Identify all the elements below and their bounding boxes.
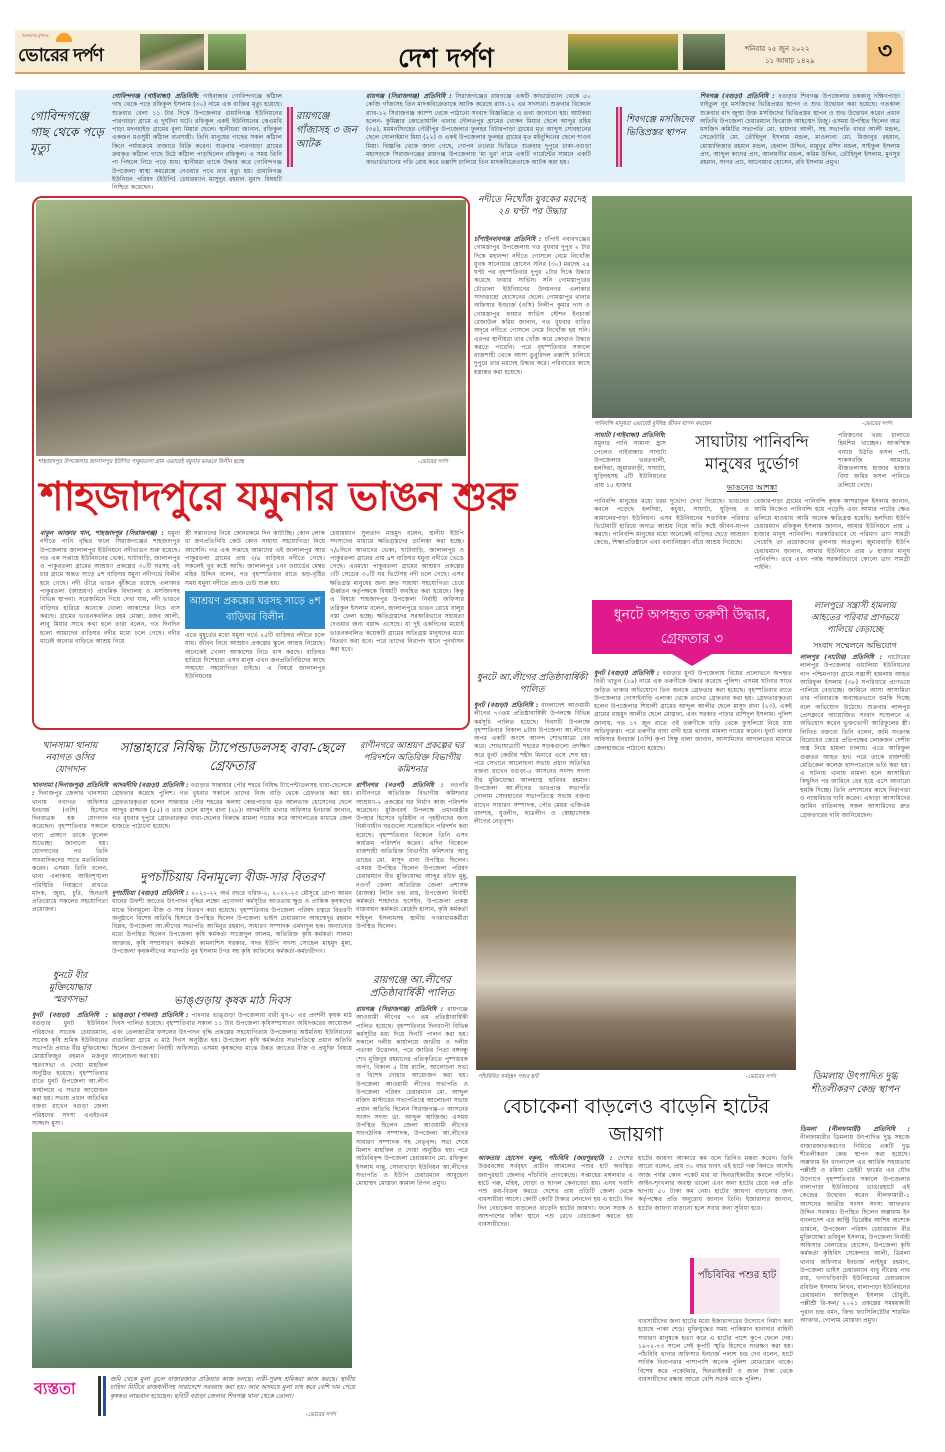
article-body: ২০২১-২২ অর্থ বছরে খরিফ-২, ২০২২-২৩ মৌসুমে রোপা আমন ধানের উফশী জাতের উৎপাদন বৃদ্ধির লক্ষ্যে প্রণোদনা কর্মসূচির আওতায় ক্ষুদ্র ও প্রান্তিক কৃষকদের মাঝে বিনামূল্যে বীজ ও সার বিতরণ করা হয়েছে। বৃহস্পতিবার উপজেলা পরিষদ চত্বরে বিতরণী অনুষ্ঠানে বিশেষ অতিথি হিসাবে উপস্থিত ছিলেন উপজেলা ভাইস চেয়ারম্যান আহম্মেদুর রহমান বিপ্লব, উপজেলা আ.লীগের সভাপতি আমিনুর রহমান, সাধারণ সম্পাদক এমদাদুল হক। অন্যান্যের মধ্যে উপস্থিত ছিলেন উপজেলা কৃষি কর্মকর্তা সাজেদুল আলম, অতিরিক্ত কৃষি কর্মকর্তা সালমা আক্তার, কৃষি সম্প্রসারণ কর্মকর্তা কামনাশিস সরকার, সদর ইউপি সদস্য সোহেল মাহমুদ মুন্না, উপজেলা কৃষকলীগের সভাপতি নুর ইসলাম টগর সহ কৃষি অফিসের কর্মকর্তা-কর্মচারীগণ। (112, 890, 352, 956)
lead-inset-headline: আশ্রয়ণ প্রকল্পের ঘরসহ সাড়ে ৪শ বাড়িঘর বিলীন (185, 591, 325, 629)
cattle-inset: পাঁচবিবির পশুর হাট (690, 1258, 780, 1314)
article-lead: সাঘাটা (গাইবান্ধা) প্রতিনিধি: (594, 432, 666, 439)
article-body: যমুনা নদীতে পানি বৃদ্ধির ফলে সিরাজগঞ্জের শাহজাদপুর উপজেলার জালালপুর ইউনিয়নে নদীভাঙন শুরু হয়েছে। গত এক সপ্তাহে ইউনিয়নের ভেকা, ঘাটাবাড়ি, জালালপুর ও পাকুরতলা গ্রামের আশ্রয়ণ প্রকল্পের ৩০টি ঘরসহ এই চার গ্রামে অন্তত সাড়ে ৪শ বাড়িঘর যমুনা নদীগর্ভে বিলীন হয়ে গেছে। নদী তীরে ভাঙন ঝুঁকিতে রয়েছে এলাকার পাকুরতলা (আশ্রয়ণ) প্রাথমিক বিদ্যালয় ও মসজিদসহ বিভিন্ন স্থাপনা। সরেজমিনে গিয়ে দেখা যায়, নদী ভাঙনে বাড়িঘর হারিয়ে অনেকে খোলা আকাশের নিচে বাস করছে। গ্রামের ভাঙনকবলিত রহম মোল্লা, রজব আলী, লাবু মিয়ার সাথে কথা হলে তারা বলেন, গত দিনদিন হলো আমাদের বাড়িঘর নদীর মধ্যে চলে গেছে। নদীর ধারেই অন্যের বাড়িতে আশ্রয় নিয়ে (40, 530, 181, 645)
busy-photo-caption: জমি থেকে মুলা তুলে বাজারজাত প্রক্রিয়ার কাজ চলছে। নারী-পুরুষ শ্রমিকরা কাজ করছে। স্থানীয় চাহিদা মিটিয়ে রাজধানীসহ সারাদেশে সরবরাহ করা হয়। আর অসময়ে মুলা চাষ করে বেশি দাম পেয়ে কৃষকও লাভবান হয়েছেন। ছবিটি বগুড়া জেলার শিবগঞ্জ থানা থেকে তোলা। (110, 1376, 355, 1400)
cattle-headline: বেচাকেনা বাড়লেও বাড়েনি হাটের জায়গা (502, 1094, 770, 1146)
article-dimla (800, 1126, 910, 1446)
article-santahar (112, 782, 352, 866)
flood-headline: সাঘাটায় পানিবন্দি মানুষের দুর্ভোগ (695, 432, 809, 473)
divider-bar (616, 107, 622, 167)
article-body: রায়গঞ্জে আওয়ামী লীগের ৭৩ তম প্রতিষ্ঠাবার্ষিকী পালিত হয়েছে। বৃহস্পতিবার দিনব্যাপী বিভিন্ন কর্মসূচীর মধ্য দিয়ে দিনটি পালন করা হয়। সকালে দলীয় কার্যালয়ে জাতীয় ও দলীয় পতাকা উত্তোলন, পরে জাতির পিতা বঙ্গবন্ধু শেখ মুজিবুর রহমানের প্রতিকৃতিতে পুষ্পস্তবক অর্পণ, বিকাল ৫ টায় র‌্যালি, আলোচনা সভা ও বিশেষ দোয়ার আয়োজন করা হয়। উপজেলা আওয়ামী লীগের সভাপতি ও উপজেলা পরিষদ চেয়ারম্যান মো. আব্দুল মজিদ মাস্টারের সভাপতিত্বে আলোচনা সভায় প্রধান অতিথি ছিলেন সিরাজগঞ্জ-৩ আসনের সংসদ সদস্য ডা. আব্দুল আজিজ। এসময় উপস্থিত ছিলেন জেলা আওয়ামী লীগের সাংগঠনিক সম্পাদক, উপজেলা আ.লীগের সাধারণ সম্পাদক সহ নেতৃবৃন্দ। সভা শেষে মিলাদ মাহফিল ও দোয়া অনুষ্ঠিত হয়। পরে অতিথিবৃন্দ উপজেলা চেয়ারম্যান মো. রফিকুল ইসলাম নান্নু, সোনাখাড়া ইউনিয়ন আ.লীগের সভাপতি ও ইউপি চেয়ারম্যান আবুহেনা মোহাম্মদ মোস্তফা কামাল রিপন প্রমুখ। (356, 1006, 468, 1188)
article-lead: ধুনট (বগুড়া) প্রতিনিধি : (32, 1012, 108, 1019)
headline-khansama: খানসামা থানায় নবাগত ওসির যোগদান (42, 741, 98, 775)
cattle-market-photo (476, 876, 796, 1070)
masthead-photo-jute (683, 34, 725, 70)
photo-credit: -ভোরের দর্পণ (418, 459, 448, 465)
flood-photo (592, 196, 912, 418)
masthead-photo-crops (208, 34, 246, 70)
flood-photo-caption: পানিবন্দি মানুষরা এভাবেই দুর্বিষহ জীবন যাপন করছেন (594, 421, 712, 427)
article-body: নাটোরের লালপুর উপজেলার ওয়ালিয়া ইউনিয়নের নাগ পশ্চিমপাড়া গ্রামে সন্ত্রাসী হামলায় আহত আরিফুল ইসলাম (৩৮) সপরিবারে প্রাণভয়ে পালিয়ে বেড়াচ্ছে। জামিনে আসা আসামিরা তার পরিবারকে অব্যাহতভাবে হুমকি দিচ্ছে বলে অভিযোগ উঠেছে। শুক্রবার লালপুর প্রেসক্লাবে আয়োজিত সংবাদ সম্মেলনে এ অভিযোগ করেন ভুক্তভোগী আরিফুলের স্ত্রী। লিখিত বক্তব্যে তিনি বলেন, জমি সংক্রান্ত বিরোধের জেরে প্রতিপক্ষের লোকজন দেশীয় অস্ত্র নিয়ে হামলা চালায়। এতে আরিফুল গুরুতর আহত হন। পরে তাকে রাজশাহী মেডিকেল কলেজ হাসপাতালে ভর্তি করা হয়। এ ঘটনায় থানায় মামলা হলে আসামিরা কিছুদিন পর জামিনে বের হয়ে এসে আবারো হুমকি দিচ্ছে। তিনি প্রশাসনের কাছে নিরাপত্তা ও ন্যায়বিচার দাবি করেন। এছাড়া আসামিদের জামিন বাতিলসহ সকল আসামিদের দ্রুত গ্রেফতারের দাবি জানিয়েছেন। (800, 654, 910, 819)
article-body: চাঁপাই নবাবগঞ্জের গোমস্তাপুর উপজেলায় গত বুধবার দুপুর ২ টার দিকে মহানন্দা নদীতে গোসলে নেমে নিখোঁজ যুবক সানোয়ার হোসেন সনির (৩০) মরদেহ ২৪ ঘণ্টা পর বৃহস্পতিবার দুপুর ২টার দিকে উদ্ধার করেছে ফায়ার সার্ভিস। সনি গোমস্তাপুরের চৌডালা ইউনিয়নের উদয়নগর এলাকার সাদাত্তাহো হোসেনের ছেলে। গোমস্তাপুর থানার অফিসার ইনচার্জ (ওসি) নিলীপ কুমার দাস ও গোমস্তাপুর ফায়ার সার্ভিস স্টেশন ইনচার্জ রেজাউল করিম জানান, গত বুধবার বাড়ির অদূরে নদীতে গোসলে নেমে নিখোঁজ হয় সনি। এরপর স্থানীয়রা তার খোঁজ করে কোথাও উদ্ধার করতে পারেনি। পরে বৃহস্পতিবার সকালে রাজশাহী থেকে আসা ডুবুরিদল তল্লাশি চালিয়ে দুপুরে তার মরদেহ উদ্ধার করে। পরিবারের কাছে হস্তান্তর করা হয়েছে। (474, 236, 591, 376)
article-byline: আকতার হোসেন বকুল, পাঁচবিবি (জয়পুরহাট) : (478, 1155, 613, 1162)
logo-tagline: জনগণের মুখপত্র (22, 33, 49, 38)
headline-dimla: ডিমলায় উৎপাদিত দুগ্ধ শীতলীকরণ কেন্দ্র স্থাপন (810, 1071, 900, 1095)
article-body: দিনাজপুর জেলার খানসামা থানায় নবাগত অফিসার ইনচার্জ (ওসি) হিসেবে দিনরাত্রক হক যোগদান করেছেন। বৃহস্পতিবার সকালে থানা প্রাঙ্গণে তাকে ফুলেল শুভেচ্ছা জানানো হয়। যোগদানের পর তিনি সাংবাদিকদের সাথে মতবিনিময় করেন। এসময় তিনি বলেন, থানা এলাকায় আইনশৃঙ্খলা পরিস্থিতি নিয়ন্ত্রণে রাখতে মাদক, জুয়া, চুরি, ছিনতাই প্রতিরোধে সকলের সহযোগিতা প্রয়োজন। (32, 790, 108, 914)
article-lead: খানসামা (দিনাজপুর) প্রতিনিধি : (32, 782, 109, 798)
article-lead: গোবিন্দগঞ্জ (গাইবান্ধা) প্রতিনিধি: (112, 93, 200, 100)
article-lead: ডিমলা (নীলফামারী) প্রতিনিধি : (800, 1126, 910, 1133)
headline-raiganj-ganja: রায়গঞ্জে গাঁজাসহ ৩ জন আটক (296, 111, 357, 150)
flood-article-intro (594, 432, 666, 494)
divider-bar (98, 1376, 101, 1416)
article-dhunat-anniversary (474, 702, 590, 870)
article-byline: বাবুল আক্তার খান, শাহজাদপুর (সিরাজগঞ্জ) : (40, 530, 164, 537)
headline-dupchanchia: দুপচাঁচিয়ায় বিনামূল্যে বীজ-সার বিতরণ (140, 870, 324, 884)
headline-shibganj-mosque: শিবগঞ্জে মসজিদের ভিত্তিপ্রস্তর স্থাপন (626, 115, 694, 138)
article-bhangura (112, 1012, 352, 1128)
headline-lalpur: লালপুরে সন্ত্রাসী হামলায় আহতের পরিবার প্রাণভয়ে পালিয়ে বেড়াচ্ছে (811, 601, 899, 635)
article-body: নওগাঁর রাণীনগরে অতিরিক্ত বিভাগীয় কমিশনার আশ্রয়ণ-২ প্রকল্পের ঘর নির্মাণ কাজ পরিদর্শন করেছেন। মুজিববর্ষ উপলক্ষে প্রধানমন্ত্রীর উপহার হিসেবে ভূমিহীন ও গৃহহীনদের জন্য নির্মাণাধীন ঘরগুলো সরেজমিনে পরিদর্শন করা হয়েছে। বৃহস্পতিবার বিকেলে তিনি এসব কার্যক্রম পরিদর্শন করেন। এদিন বিকেলে রাজশাহী অতিরিক্ত বিভাগীয় কমিশনার আবু তাহের মো. মাসুদ রানা উপস্থিত ছিলেন। এসময় উপস্থিত ছিলেন উপজেলা পরিষদ চেয়ারম্যান বীর মুক্তিযোদ্ধা আব্দুর রউফ মুন্নু, নওগাঁ জেলা অতিরিক্ত জেলা প্রশাসক (রাজস্ব) লিটন চন্দ্র রায়, উপজেলা নির্বাহী কর্মকর্তা শাহাদাত হুসেইন, উপজেলা প্রকল্প বাস্তবায়ন কর্মকর্তা মেহেদি হাসান, কৃষি কর্মকর্তা শহিদুল ইসলামসহ স্থানীয় গণমাধ্যমকর্মীরা উপস্থিত ছিলেন। (356, 782, 468, 931)
article-lead: শিবগঞ্জ (বগুড়া) প্রতিনিধি : (700, 93, 775, 100)
radish-harvest-photo (32, 1132, 352, 1368)
article-body: দেশের উত্তরবঙ্গের সর্ববৃহৎ প্রাচীন আমলের পশুর হাট অবস্থিত জয়পুরহাট জেলার পাঁচবিবি প্রাণকেন্দ্রে। সপ্তাহের মঙ্গলবার এ হাটে গরু, মহিষ, ঘোড়া ও ছাগল কেনাবেচা হয়। এসব গবাদি পশু ক্রয়-বিক্রয় করতে দেশের প্রায় প্রতিটি জেলা থেকে ব্যবসায়ীরা আসে। কোটি কোটি টাকার লেনদেন হয় এ হাটে। দিন দিন বেচাকেনা বাড়লেও বাড়েনি হাটের জায়গা। ফলে সড়ক ও আশপাশের ফাঁকা স্থানে পশু রেখে বেচাকেনা করতে হয় ব্যবসায়ীদের। (478, 1155, 634, 1229)
lalpur-subhead: সংবাদ সম্মেলনে অভিযোগ (813, 641, 897, 650)
headline-dhunat-anniversary: ধুনটে আ.লীগের প্রতিষ্ঠাবার্ষিকী পালিত (476, 673, 588, 695)
article-lead: রাণীনগর (নওগাঁ) প্রতিনিধি : (356, 782, 444, 789)
article-body: বগুড়ার সান্তাহার পৌর শহরে নিষিদ্ধ ট্যাপেন্টাডলসহ বাবা-ছেলেকে গ্রেফতার করেছে পুলিশ। গত বুধবার সকালে তাদের নিজ বাড়ি থেকে গ্রেফতার করা হয়। গ্রেফতারকৃতরা হলেন সান্তাহার পৌর শহরের কলসা কেন্দ্রপাড়ার মৃত আলতাফ হোসেনের ছেলে আব্দুর রাজ্জাক (৫৫) ও তার ছেলে মাসুদ রানা (২৮)। আদমদীঘি থানার অফিসার ইনচার্জ জানান, গত বুধবার দুপুরে গ্রেফতারকৃত বাবা-ছেলের বিরুদ্ধে মামলা দায়ের করে আদালতের মাধ্যমে জেল হাজতে পাঠানো হয়েছে। (112, 782, 352, 831)
article-lalpur (800, 654, 910, 1064)
article-lead: ভাঙ্গুড়া (পাবনা) প্রতিনিধি : (112, 1012, 189, 1019)
newspaper-logo: ভোরের দর্পণ (18, 45, 103, 66)
article-body: সিরাজগঞ্জের রায়গঞ্জে একটি কাভার্ডভ্যান থেকে ৫০ কেজি গাঁজাসহ তিন মাদকবিক্রেতাকে আটক করেছে র‌্যাব-১২ এর সদস্যরা। শুক্রবার বিকেলে র‌্যাব-১২ সিরাজগঞ্জ ক্যাম্প থেকে পাঠানো সংবাদ বিজ্ঞপ্তিতে এ তথ্য জানানো হয়। আটকরা হলেন- কুমিল্লার কোতোয়ালি থানার দৌলতপুর গ্রামের খোকন মিয়ার ছেলে আব্দুর রহিম (৩৪), ময়মনসিংহের গৌরীপুর উপজেলার ফুলহর বিটারপাড়া গ্রামের মৃত আব্দুস সোবহানের ছেলে সোলাইমান মিয়া (২২) ও একই উপজেলার ফুলহর গ্রামের মৃত মইনুদ্দিনের ছেলে শাওন মিয়া। বিজ্ঞপ্তি থেকে জানা গেছে, গোপন তথ্যের ভিত্তিতে শুক্রবার দুপুরে ঢাকা-বগুড়া মহাসড়কে সিরাজগঞ্জের রায়গঞ্জ উপজেলায় 'মা খুর' নামে একটি গার্মেন্টের সামনে একটি কাভার্ডভ্যানের গতি রোধ করে তল্লাশি চালিয়ে তিন মাদকবিক্রেতাকে আটক করা হয়। (366, 93, 591, 167)
article-river-body (474, 236, 590, 666)
article-abduction (594, 670, 792, 870)
article-raiganj-ganja (366, 93, 591, 179)
article-gobindaganj (112, 93, 283, 192)
photo-credit: -ভোরের দর্পণ (862, 421, 892, 427)
headline-muktijoddha: ধুনটে বীর মুক্তিযোদ্ধার স্মরণসভা (49, 971, 91, 1005)
page-number: ৩ (867, 32, 903, 72)
article-body: পাবনার ভাঙ্গুড়া উপজেলায় বারী মুগ-৮ এর প্রদর্শনী কৃষক মাঠ দিবস পালিত হয়েছে। বৃহস্পতিবার সকাল ১১ টায় উপজেলা কৃষিসম্প্রসারণ অধিদপ্তরের আয়োজন এবং তেলজাতীয় ফসলের উৎপাদন বৃদ্ধি প্রকল্পের সহযোগিতায় উপজেলার অষ্টমনিষা ইউনিয়নের রাঙালিয়া গ্রামে এ মাঠ দিবস অনুষ্ঠিত হয়। উপজেলা কৃষি কর্মকর্তার সভাপতিত্বে প্রধান অতিথি ছিলেন উপজেলা নির্বাহী অফিসার। এসময় কৃষকদের মাঝে উন্নত জাতের বীজ ও প্রযুক্তি বিষয়ে আলোচনা করা হয়। (112, 1012, 352, 1061)
article-lead: রায়গঞ্জ (সিরাজগঞ্জ) প্রতিনিধি : (356, 1006, 444, 1013)
article-dupchanchia (112, 890, 352, 990)
divider-bar (287, 107, 293, 167)
cattle-article-col1 (478, 1155, 633, 1445)
divider-bar (103, 1376, 106, 1416)
page-section-title: দেশ দর্পণ (398, 44, 494, 74)
headline-river-body: নদীতে নিখোঁজ যুবকের মরদেহ ২৪ ঘণ্টা পর উদ্ধার (478, 195, 586, 217)
headline-gobindaganj: গোবিন্দগঞ্জে গাছ থেকে পড়ে মৃত্যু (30, 109, 104, 155)
issue-date-bangla: ১১ আষাঢ় ১৪২৯ (765, 57, 815, 65)
headline-raiganj-anniversary: রায়গঞ্জে আ.লীগের প্রতিষ্ঠাবার্ষিকী পালিত (369, 975, 455, 999)
issue-date: শনিবার ২৫ জুন ২০২২ (745, 45, 810, 53)
article-shibganj-mosque (700, 93, 900, 179)
headline-raninagar: রাণীনগরে আশ্রয়ণ প্রকল্পের ঘর পরিদর্শনে অতিরিক্ত বিভাগীয় কমিশনার (359, 741, 465, 775)
lead-article-col2: স্ত্রী সন্তানদের নিয়ে কোনরকমে দিন কাটাচ্ছি। কোন লোক বা জনপ্রতিনিধি কেউ কোন সাহায্য সহযোগিতা নিয়ে আসেনি। গত এক সপ্তাহে আমাদের এই জালালপুর আর পাকুরতলা গ্রামের প্রায় ৩/৪ বাড়িঘর নদীতে গেছে। সকলেই খুব কষ্টে আছি। জালালপুর ১নং ওয়ার্ডের মেম্বর মহির উদ্দিন বলেন, গত বৃহস্পতিবার রাতে ঝড়-বৃষ্টির সময় যমুনা নদীতে প্রচণ্ড ঢেউ শুরু হয়। (185, 530, 325, 587)
article-body: বগুড়ার ধুনট ইউনিয়ন পরিষদের সাবেক চেয়ারম্যান, সাবেক কৃষি শ্রমিক ইউনিয়নের সভাপতি প্রয়াত বীর মুক্তিযোদ্ধা মোস্তাফিজুর রহমান মজনুর স্মরণসভা ও দোয়া মাহফিল অনুষ্ঠিত হয়েছে। বৃহস্পতিবার রাতে ধুনট উপজেলা আ.লীগ কার্যালয়ে এ সভার আয়োজন করা হয়। সভায় প্রধান অতিথির বক্তব্য রাখেন বগুড়া জেলা পরিষদের সদস্য এএইচএম সাজ্জাদ মুসা। (32, 1020, 108, 1127)
flood-article-col1: পানিবন্দি মানুষের মধ্যে চরম দুর্ভোগ দেখা দিয়েছে। ভাঙনের কবলে পড়েছে হলদিয়া, কচুয়া, সাঘাটা, ঘুড়িদহ ও কামালেরপাড়া ইউনিয়ন। এসব ইউনিয়নের শতাধিক পরিবার ভিটেমাটি হারিয়ে অন্যত্র আশ্রয় নিয়ে অতি কষ্টে জীবন-যাপন করছে। পানিবন্দি মানুষের মধ্যে অনেকেই বাড়িঘর ছেড়ে আশ্রয়ণ কেন্দ্রে, শিক্ষাপ্রতিষ্ঠানে এবং বন্যানিয়ন্ত্রণ বাঁধে আশ্রয় নিয়েছে। (594, 498, 749, 547)
article-lead: রায়গঞ্জ (সিরাজগঞ্জ) প্রতিনিধি : (366, 93, 452, 100)
headline-bhangura: ভাঙ্গুড়ায় কৃষক মাঠ দিবস (173, 994, 291, 1007)
article-body: বগুড়ার ধুনট উপজেলায় বিয়ের প্রলোভনে অপহৃত বিথী খাতুন (১৬) নামে এক তরুণীকে উদ্ধার করেছে পুলিশ। এসময় ঘটনার সাথে জড়িত থাকার অভিযোগে তিন জনকে গ্রেফতার করা হয়েছে। বৃহস্পতিবার রাতে উপজেলার গোসাইবাড়ি এলাকা থেকে তাদের গ্রেফতার করা হয়। গ্রেফতারকৃতরা হলেন উপজেলার শিয়ালী গ্রামের আব্দুল আলীর ছেলে মাসুদ রানা (২৩), একই গ্রামের মাহমুদ আলীর ছেলে মোস্তফা, এবং সরকার পাড়ার রাশিদুল ইসলাম। পুলিশ জানায়, গত ১৭ জুন রাতে ওই তরুণীকে বাড়ি থেকে ফুসলিয়ে নিয়ে যায় অভিযুক্তরা। পরে তরুণীর বাবা বাদী হয়ে থানায় মামলা দায়ের করেন। ধুনট থানার অফিসার ইনচার্জ (ওসি) কৃপা সিন্ধু বালা জানান, আসামিদের আদালতের মাধ্যমে জেলহাজতে পাঠানো হয়েছে। (594, 670, 792, 752)
flood-article-side: পরিজনের খরচ চালাতে হিমশিম খাচ্ছেন। আকস্মিক বন্যায় উঠতি ফসল পাট, শাকসবজি আমনের বীজতলাসহ হাজার হাজার বিঘা জমির ফসল পানিতে তলিয়ে গেছে। (838, 432, 910, 489)
article-muktijoddha (32, 1012, 108, 1128)
busy-photo-label: ব্যস্ততা (34, 1379, 76, 1398)
article-lead: চাঁপাইনবাবগঞ্জ প্রতিনিধি : (474, 236, 542, 243)
headline-santahar: সান্তাহারে নিষিদ্ধ ট্যাপেন্ডাডলসহ বাবা-ছেলে গ্রেফতার (119, 741, 345, 774)
lead-article-col1 (40, 530, 180, 726)
article-raninagar (356, 782, 468, 970)
article-lead: আদমদীঘি (বগুড়া) প্রতিনিধি : (112, 782, 189, 789)
lead-headline: শাহজাদপুরে যমুনার ভাঙন শুরু (40, 474, 517, 520)
masthead-photo-farmers (140, 34, 204, 70)
article-body: গাইবান্ধার গোবিন্দগঞ্জে কাঁঠাল গাছ থেকে পড়ে রফিকুল ইসলাম (৩০) নামে এক ব্যক্তির মৃত্যু হয়েছে। শুক্রবার বেলা ১১ টার দিকে উপজেলার গুমানিগঞ্জ ইউনিয়নের পারগয়ড়া গ্রামে এ দুর্ঘটনা ঘটে। রফিকুল একই ইউনিয়নের কেএমবি পাড়া মদনহাইড় গ্রামের বুলা মিয়ার ছেলে। স্থানীয়রা জানান, রফিকুল একজন মওসুমী কাঁঠাল ব্যবসায়ী। তিনি মানুষের গাছের সকল কাঁঠাল কিনে পর্যায়ক্রমে বাজারে বিক্রি করেন। শুক্রবার পারগয়ড়া গ্রামের ক্রয়কৃত কাঁঠাল গাছে উঠে কাঁঠাল পাড়ছিলেন রফিকুল। এ সময় তিনি পা পিছলে নিচে পড়ে যায়। স্থানীয়রা তাকে উদ্ধার করে গোবিন্দগঞ্জ উপজেলা স্বাস্থ্য কমপ্লেক্সে নেওয়ার পথে তার মৃত্যু হয়। গুমানিগঞ্জ ইউনিয়ন পরিষদ (ইউপি) চেয়ারম্যান মাসুদুর রহমান মুরাদ বিষয়টি নিশ্চিত করেছেন। (112, 93, 283, 192)
cattle-article-col2: হাটের জায়গা আকারে কম বলে তিনিও মন্তব্য করেন। তিনি আরো বলেন, প্রায় ৩০ বছর যাবৎ এই হাটে গরু কিনতে আসছি আজ পর্যন্ত কোন পকেট মার বা ছিনতাইকারীর কবলে পড়িনি। আইন-শৃংখলার অবস্থা ভালো এবং অন্য হাটের চেয়ে গরু প্রতি ছাপায় ৫০ টাকা কম নেয়। হাটের জায়গা বাড়ানোর জন্য কর্তৃপক্ষের প্রতি অনুরোধ জানান তিনি। ইজারাদার জানান, হাটের জায়গা বাড়ানো হলে সবার জন্য সুবিধা হবে। (638, 1155, 793, 1212)
flood-subhead: ভাঙনের আশঙ্কা (726, 483, 778, 492)
article-body: যমুনার পানি সামান্য হ্রাস পেলেও গাইবান্ধার সাঘাটা উপজেলার ভরতখালী, হলদিয়া, জুমারবাড়ী, সাঘাটা, ঘুড়িদহসহ ৫টি ইউনিয়নের প্রায় ১৫ হাজার (594, 440, 666, 489)
article-lead: দুপচাঁচিয়া (বগুড়া) প্রতিনিধি : (112, 890, 189, 897)
photo-credit: -ভোরের দর্পণ (306, 1412, 336, 1418)
article-body: বাংলাদেশ আওয়ামী লীগের ৭৩তম প্রতিষ্ঠাবার্ষিকী উপলক্ষে বিভিন্ন কর্মসূচি পালিত হয়েছে। দিবসটি উপলক্ষে বৃহস্পতিবার বিকাল ৪টায় উপজেলা আ.লীগের অপর একটি অংশে আনন্দ শোভাযাত্রা বের করে। শোভাযাত্রাটি শহরের সড়কগুলো প্রদক্ষিণ করে ধুনট কেন্দ্রীয় শহীদ মিনারে এসে শেষ হয়। পরে সেখানে আলোচনা সভায় প্রধান অতিথির বক্তব্য রাখেন বগুড়া-৫ আসনের সংসদ সদস্য বীর মুক্তিযোদ্ধা আলহাজ্ব হাবিবর রহমান। উপজেলা আ.লীগের ভারপ্রাপ্ত সভাপতি গোলাম সোবহানের সভাপতিত্বে সভায় বক্তব্য রাখেন সাধারণ সম্পাদক, পৌর মেয়র এজিএম বাদশাহ, যুবলীগ, ছাত্রলীগ ও স্বেচ্ছাসেবক লীগের নেতৃবৃন্দ। (474, 702, 590, 826)
pointer-arrow (672, 654, 712, 666)
cattle-article-col3: ব্যবসায়ীদের জন্য হাটের মধ্যে ইজারাদারের উদ্যোগে নির্মাণ করা হয়েছে পাকা শেড। মুক্তিযুদ্ধের সময় পাকিস্তান হানাদার বাহিনী সাধারণ মানুষকে হত্যা করে এ হাটের পাশে কূপে ফেলে দেয়। ১৯৭২-৭৩ সালে সেই কূপটি স্মৃতি হিসেবে সংরক্ষণ করা হয়। পাঁচবিবি থানার অফিসার ইনচার্জ পলাশ চন্দ্র দেব বলেন, হাটে সার্বিক নিরাপত্তার পাশাপাশি অনেক পুলিশ মোতায়েন থাকে। বিশেষ করে পকেটমার, ছিনতাইকারী ও জাল টাকা থেকে ব্যবসায়ীদের রক্ষায় আরো বেশি সতর্ক থাকে পুলিশ। (638, 1318, 793, 1384)
photo-credit: -ভোরের দর্পণ (746, 1074, 776, 1080)
lead-story-photo-riverbank (36, 200, 466, 456)
article-body: বগুড়ার শিবগঞ্জ উপজেলার চককানু দক্ষিণপাড়া বাইতুল নূর মসজিদের ভিত্তিপ্রস্তর স্থাপন ও শুভ উদ্বোধন করা হয়েছে। গতকাল শুক্রবার বাদ জুম্মা উক্ত মসজিদের ভিত্তিপ্রস্তর স্থাপন ও শুভ উদ্বোধন করেন প্রধান অতিথি উপজেলা চেয়ারম্যান ফিরোজ আহম্মেদ রিজু। এসময় উপস্থিত ছিলেন অত্র মসজিদ কমিটির সভাপতি মো. হায়দার আলী, সহ সভাপতি বাবর আলী মন্ডল, সেক্রেটারি মো. তৌহিদুল ইসলাম মন্ডল, মাওলানা মো. মিজানুর রহমান, মোস্তাফিজার রহমান মন্ডল, হেলাল উদ্দিন, মামুনুর রশিদ মন্ডল, সাইফুল ইসলাম প্রাং, আব্দুল কাদের প্রাং, আলমগীর মন্ডল, করিম উদ্দিন, তৌহিদুল ইসলাম, মুনসুর রহমান, সাগর প্রাং, আনোয়ার হোসেন, রবি ইসলাম প্রমুখ। (700, 93, 901, 167)
article-body: নীলফামারীর ডিমলায় উৎপাদিত দুগ্ধ সহজে বাজারজাতকরণের নিমিত্তে একটি দুগ্ধ শীতলীকরণ কেন্দ্র স্থাপন করা হয়েছে। অক্সফাম ইন বাংলাদেশ এর আর্থিক সহায়তায় পল্লীশ্রী ও রমিযা ডেইরী ফার্মের এর যৌথ উদ্যোগে বৃহস্পতিবার সকালে উপজেলার বালাপাড়া ইউনিয়নের ডাঙারহাটে এই কেন্দ্রের উদ্বোধন করেন নীলফামারী-১ আসনের জাতীয় সংসদ সদস্য আফতাব উদ্দিন সরকার। উপস্থিত ছিলেন অক্সফাম ইন বাংলাদেশ এর কান্ট্রি ডিরেক্টর আশিষ অশোক ডামলে, উপজেলা পরিষদ চেয়ারম্যান বীর মুক্তিযোদ্ধা তবিবুল ইসলাম, উপজেলা নির্বাহী অফিসার বেলায়েত হোসেন, উপজেলা কৃষি কর্মকর্তা কৃষিবিদ সেকেন্দার আলী, ডিমলা থানার অফিসার ইনচার্জ লাইছুর রহমান, উপজেলা ভাইস চেয়ারম্যান বাবু নীরেন্দ্র নাথ রায়, খগাখড়িবাড়ী ইউনিয়নের চেয়ারম্যান রবিউল ইসলাম লিখন, বালাপাড়া ইউনিয়নের চেয়ারম্যান আজিজুল ইসলাম চৌধুরী, পল্লীশ্রী রি-কল/ ২০২১ প্রকল্পের সমন্বয়কারী পুরান চন্দ্র বর্মন, ফিল্ড ফ্যাসিলিটেটর শারমিন আক্তার, গোলাম মোস্তফা প্রমুখ। (800, 1134, 910, 1324)
article-lead: ধুনট (বগুড়া) প্রতিনিধি : (474, 702, 539, 709)
flood-article-col2: বেজারপাড়া গ্রামের পানিবন্দি কৃষক আশরাফুল ইসলাম জানান, আমি নিজেও পানিবন্দি হয়ে পড়েছি এবং আমার পাটের ক্ষেত তলিয়ে যাওয়ায় আমি অনেক ক্ষতিগ্রস্ত হয়েছি। হলদিয়া ইউপি চেয়ারম্যান রফিকুল ইসলাম জানান, আমার ইউনিয়নে প্রায় ৫ হাজার মানুষ পানিবন্দি। সরকারিভাবে যে পরিমাণ ত্রাণ সামগ্রী পেয়েছি তা প্রয়োজনের তুলনায় অপ্রতুল। জুমারবাড়ি ইউপি চেয়ারম্যান জানান, আমার ইউনিয়নে প্রায় ৮ হাজার মানুষ পানিবন্দি। তবে এখন পর্যন্ত সরকারিভাবে কোনো ত্রাণ সামগ্রী পাইনি। (754, 498, 910, 572)
abduction-headline-box: ধুনটে অপহৃত তরুণী উদ্ধার, গ্রেফতার ৩ (592, 600, 792, 654)
lead-photo-caption: শাহজাদপুর উপজেলার জালালপুর ইউপির পাকুরতলা গ্রাম এভাবেই যমুনার ভাঙনে বিলীন হচ্ছে (38, 459, 244, 465)
article-khansama (32, 782, 108, 966)
article-lead: লালপুর (নাটোর) প্রতিনিধি : (800, 654, 883, 661)
lead-article-col2b: এতে মুহূর্তের মধ্যে যমুনা গর্ভে ২৫টি বাড়িঘর নদীতে চলে যায়। জীবন নিয়ে আশ্রয়ণ প্রকল্পের স্কুলে আশ্রয় নিয়েছে। অনেকেই খোলা আকাশের নিচে বাস করছে। বাড়িঘর হারিয়ে দিশেহারা এসব মানুষ এখন জনপ্রতিনিধিদের কাছে সাহায্যে সহযোগিতা চাইছে। এ বিষয়ে জালালপুর ইউনিয়নের (185, 632, 325, 681)
article-lead: ধুনট (বগুড়া) প্রতিনিধি : (594, 670, 660, 677)
lead-article-col3: চেয়ারম্যান সুলতান মাহমুদ বলেন, স্থানীয় ইউপি সদস্যদের মাধ্যমে ক্ষতিগ্রস্তদের তালিকা করা হচ্ছে। ৭/৮দিনে আমাদের ভেকা, ঘাটাবাড়ি, জালালপুর ও পাকুরতলা গ্রামের প্রায় ৪শ বাড়িঘর যমুনা নদীতে ভেঙে গেছে। এরমধ্যে পাকুরতলা গ্রামের আশ্রয়ণ প্রকল্পের ৩টি সেডের ৩০টি ঘর ভিটেসহ নদী চলে গেছে। এসব ক্ষতিগ্রস্ত মানুষের জন্য দ্রুত সাহায্য সহযোগিতা চেয়ে ঊর্ধ্বতন কর্তৃপক্ষকে বিষয়টি অবহিত করা হয়েছে। কিন্তু এ বিষয়ে শাহজাদপুর উপজেলা নির্বাহী অফিসার তরিকুল ইসলাম বলেন, জালালপুরে ভাঙন রোধে বালুর বস্তা ফেলা হচ্ছে। ক্ষতিগ্রস্তদের সরকারিভাবে সহায়তা দেওয়ার জন্য বরাদ্দ এসেছে। যা দুই একদিনের মধ্যেই ভাঙনকবলিত কয়েকটি গ্রামের অতিগ্রস্ত মানুষদের মধ্যে বিতরণ করা হবে। পরে তাদের নিরাপদ স্থানে পুনর্বাসন করা হবে। (330, 530, 464, 654)
cattle-photo-caption: পাঁচবিবির সর্ববৃহৎ পশুর হাট (478, 1074, 539, 1080)
logo-sun-icon (56, 33, 72, 42)
masthead-photo-field (568, 34, 678, 70)
article-raiganj-anniversary (356, 1006, 468, 1446)
